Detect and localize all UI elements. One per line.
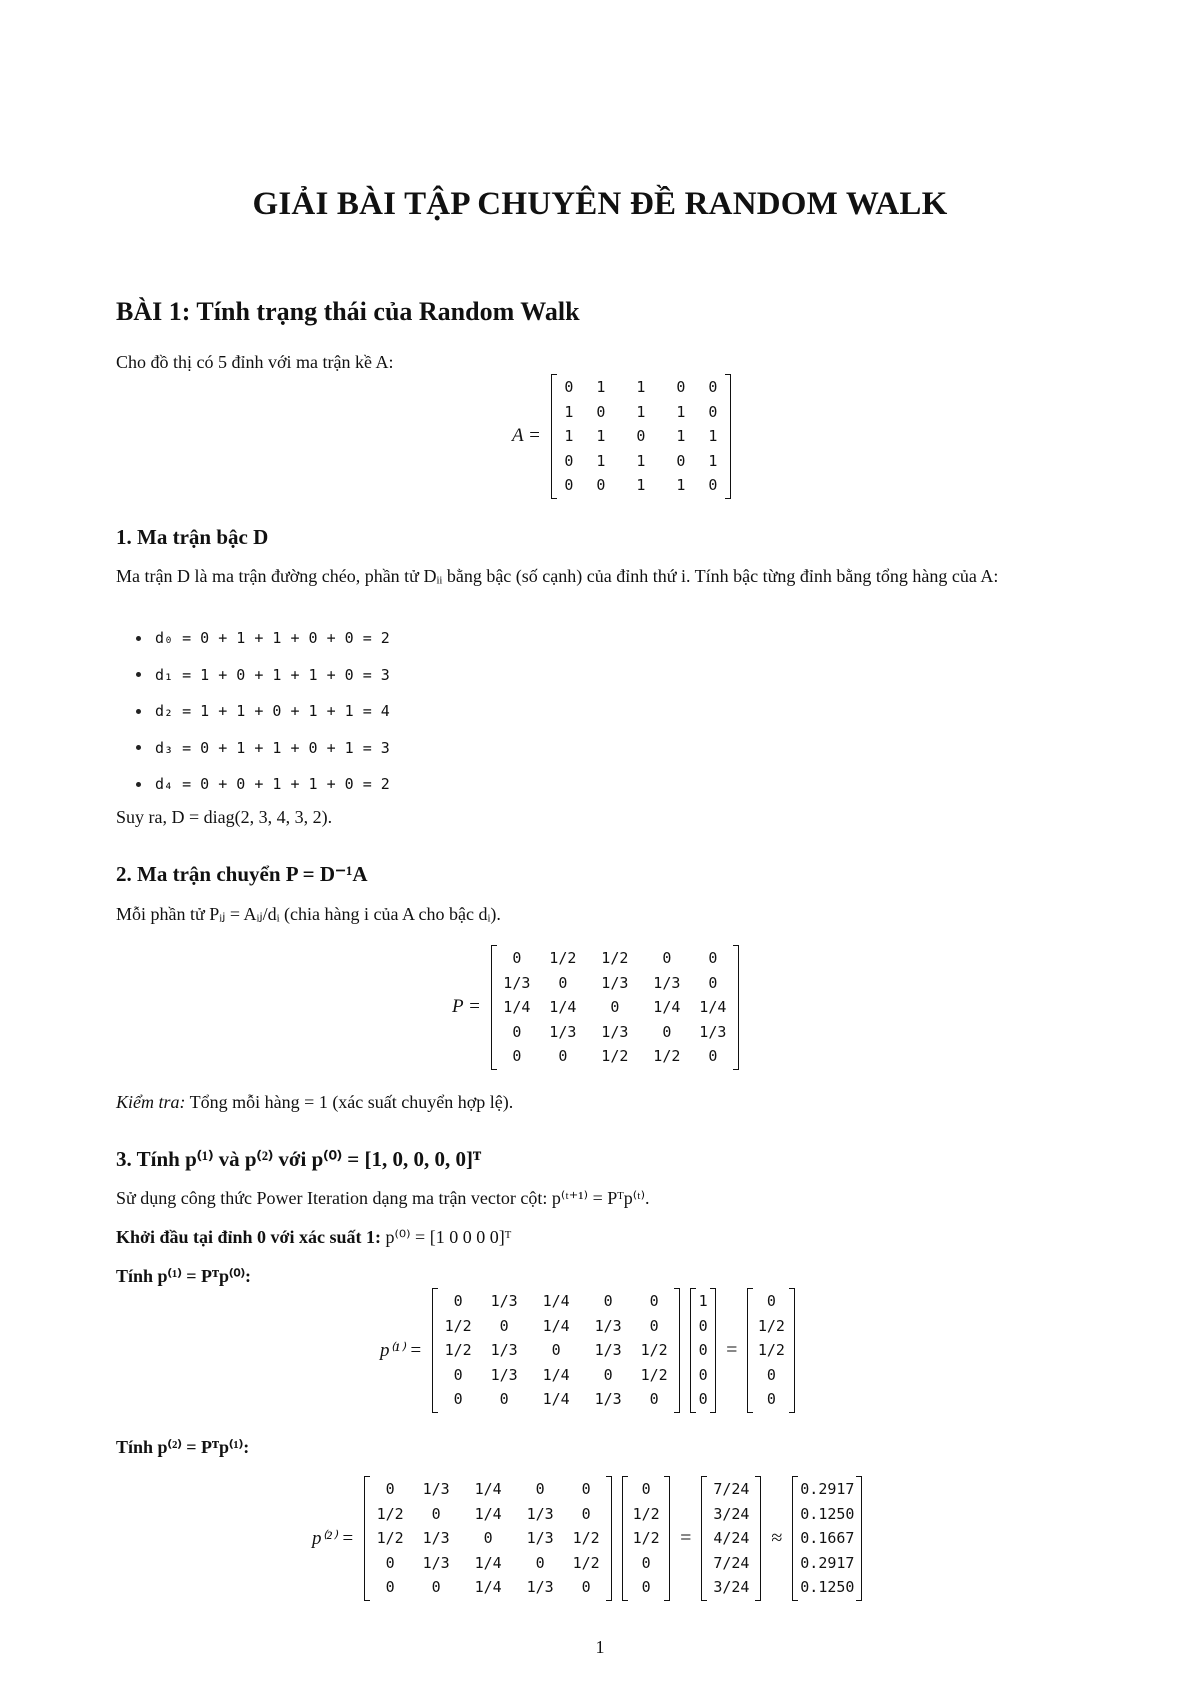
part2-heading: 2. Ma trận chuyển P = D⁻¹A [116, 862, 368, 886]
check-line [116, 1090, 1096, 1115]
matrix-cell: 0 [499, 1316, 509, 1335]
bullet-icon [136, 782, 141, 787]
matrix-cell: 0 [431, 1504, 441, 1523]
matrix-cell: 0 [535, 1553, 545, 1572]
matrix-cell: 0 [708, 476, 718, 495]
matrix-cell: 0 [512, 1047, 522, 1066]
matrix-cell: 1/3 [601, 1022, 629, 1041]
part1-conclusion: Suy ra, D = diag(2, 3, 4, 3, 2). [116, 807, 333, 827]
list-item [136, 693, 390, 730]
matrix-cell: 1/2 [640, 1341, 668, 1360]
matrix-cell: 0 [610, 998, 620, 1017]
matrix-cell: 0 [708, 402, 718, 421]
vector-cell: 3/24 [713, 1578, 750, 1597]
section-intro: Cho đồ thị có 5 đỉnh với ma trận kề A: [116, 352, 394, 372]
matrix-P-label: P = [452, 996, 481, 1018]
matrix-cell: 1/2 [572, 1553, 600, 1572]
vector-cell: 0.1250 [800, 1578, 855, 1597]
degree-formula: d₃ = 0 + 1 + 1 + 0 + 1 = 3 [155, 738, 390, 757]
vector-cell: 0 [698, 1341, 708, 1360]
matrix-cell: 1/4 [542, 1316, 570, 1335]
start-line [116, 1225, 1096, 1250]
part3-heading: 3. Tính p⁽¹⁾ và p⁽²⁾ với p⁽⁰⁾ = [1, 0, 0, 0, 0]ᵀ [116, 1147, 482, 1171]
matrix-cell: 1/3 [594, 1341, 622, 1360]
matrix-cell: 0 [385, 1553, 395, 1572]
matrix-cell: 1/2 [444, 1316, 472, 1335]
matrix-cell: 1/3 [526, 1504, 554, 1523]
matrix-cell: 1/4 [474, 1578, 502, 1597]
matrix-cell: 1 [596, 378, 606, 397]
calc1-label: Tính p⁽¹⁾ = Pᵀp⁽⁰⁾: [116, 1266, 252, 1286]
vector-cell: 4/24 [713, 1529, 750, 1548]
p1-label: p⁽¹⁾ = [380, 1339, 423, 1361]
matrix-cell: 0 [662, 1022, 672, 1041]
matrix-cell: 1/2 [376, 1529, 404, 1548]
matrix-cell: 0 [581, 1578, 591, 1597]
equals-sign: = [726, 1338, 738, 1361]
vector-cell: 0 [698, 1365, 708, 1384]
matrix-cell: 1/2 [572, 1529, 600, 1548]
p2-equation [312, 1476, 862, 1601]
matrix-cell: 0 [662, 949, 672, 968]
matrix-cell: 1/2 [640, 1365, 668, 1384]
matrix-cell: 0 [649, 1292, 659, 1311]
matrix-cell: 1/2 [601, 949, 629, 968]
matrix-cell: 1/3 [422, 1553, 450, 1572]
matrix-cell: 1 [676, 476, 686, 495]
vector-cell: 7/24 [713, 1480, 750, 1499]
vector-cell: 0 [641, 1553, 651, 1572]
degree-formula: d₂ = 1 + 1 + 0 + 1 + 1 = 4 [155, 702, 390, 721]
matrix-cell: 1/4 [474, 1504, 502, 1523]
vector-cell: 0 [698, 1316, 708, 1335]
matrix-cell: 1/3 [549, 1022, 577, 1041]
degree-formula: d₁ = 1 + 0 + 1 + 1 + 0 = 3 [155, 665, 390, 684]
matrix-cell: 0 [708, 1047, 718, 1066]
list-item [136, 620, 390, 657]
vector-p0 [690, 1288, 716, 1413]
matrix-cell: 1 [708, 427, 718, 446]
p2-label: p⁽²⁾ = [312, 1527, 355, 1549]
matrix-cell: 1/2 [444, 1341, 472, 1360]
vector-p2-decimal-table [798, 1477, 856, 1600]
vector-cell: 1/2 [632, 1504, 660, 1523]
matrix-cell: 1 [596, 451, 606, 470]
matrix-cell: 0 [558, 973, 568, 992]
matrix-cell: 0 [676, 451, 686, 470]
calc2-label: Tính p⁽²⁾ = Pᵀp⁽¹⁾: [116, 1437, 250, 1457]
matrix-cell: 0 [385, 1480, 395, 1499]
vector-cell: 0 [698, 1390, 708, 1409]
matrix-cell: 0 [708, 949, 718, 968]
matrix-cell: 0 [483, 1529, 493, 1548]
part1-heading: 1. Ma trận bậc D [116, 525, 269, 549]
vector-cell: 0 [766, 1365, 776, 1384]
matrix-cell: 0 [708, 378, 718, 397]
matrix-cell: 0 [453, 1292, 463, 1311]
matrix-cell: 1 [636, 378, 646, 397]
matrix-cell: 0 [564, 476, 574, 495]
matrix-cell: 1 [636, 451, 646, 470]
vector-cell: 1 [698, 1292, 708, 1311]
matrix-cell: 1/4 [542, 1292, 570, 1311]
degree-formula: d₄ = 0 + 0 + 1 + 1 + 0 = 2 [155, 775, 390, 794]
list-item [136, 766, 390, 803]
degree-list [136, 620, 390, 803]
matrix-PT [364, 1476, 612, 1601]
matrix-cell: 1/4 [474, 1553, 502, 1572]
matrix-P-equation [452, 945, 739, 1070]
list-item [136, 730, 390, 767]
matrix-cell: 1/2 [653, 1047, 681, 1066]
matrix-cell: 0 [453, 1390, 463, 1409]
matrix-cell: 1 [676, 427, 686, 446]
matrix-cell: 1 [564, 402, 574, 421]
vector-cell: 0 [766, 1390, 776, 1409]
vector-cell: 0 [641, 1578, 651, 1597]
vector-p2-fraction-table [707, 1477, 755, 1600]
matrix-cell: 1 [636, 402, 646, 421]
bullet-icon [136, 672, 141, 677]
matrix-A-table [557, 375, 725, 498]
matrix-cell: 1/3 [503, 973, 531, 992]
matrix-P-table [497, 946, 733, 1069]
matrix-cell: 1 [596, 427, 606, 446]
matrix-cell: 0 [431, 1578, 441, 1597]
matrix-cell: 0 [596, 476, 606, 495]
matrix-cell: 0 [603, 1292, 613, 1311]
matrix-cell: 0 [649, 1316, 659, 1335]
equals-sign: = [680, 1526, 692, 1549]
approx-sign: ≈ [771, 1526, 783, 1549]
p1-equation [380, 1288, 795, 1413]
matrix-A-label: A = [512, 425, 541, 447]
vector-cell: 0.2917 [800, 1553, 855, 1572]
matrix-cell: 1/3 [490, 1341, 518, 1360]
matrix-A [551, 374, 731, 499]
degree-formula: d₀ = 0 + 1 + 1 + 0 + 0 = 2 [155, 629, 390, 648]
matrix-cell: 1/4 [542, 1365, 570, 1384]
vector-cell: 1/2 [757, 1341, 785, 1360]
matrix-cell: 1/2 [376, 1504, 404, 1523]
part2-text: Mỗi phần tử Pᵢⱼ = Aᵢⱼ/dᵢ (chia hàng i của A cho bậc dᵢ). [116, 904, 501, 924]
matrix-cell: 0 [649, 1390, 659, 1409]
matrix-cell: 1 [564, 427, 574, 446]
matrix-A-equation [512, 374, 731, 499]
matrix-cell: 0 [385, 1578, 395, 1597]
matrix-cell: 1/3 [490, 1365, 518, 1384]
matrix-cell: 1/4 [699, 998, 727, 1017]
matrix-PT-table [370, 1477, 606, 1600]
vector-cell: 7/24 [713, 1553, 750, 1572]
vector-p1 [622, 1476, 670, 1601]
matrix-cell: 0 [453, 1365, 463, 1384]
vector-p2-fraction [701, 1476, 761, 1601]
matrix-cell: 1/3 [699, 1022, 727, 1041]
vector-cell: 0 [641, 1480, 651, 1499]
matrix-cell: 0 [551, 1341, 561, 1360]
vector-cell: 0 [766, 1292, 776, 1311]
matrix-cell: 1 [676, 402, 686, 421]
matrix-cell: 1/3 [594, 1390, 622, 1409]
matrix-cell: 1/3 [422, 1480, 450, 1499]
matrix-cell: 1/2 [601, 1047, 629, 1066]
page-number: 1 [595, 1637, 605, 1657]
matrix-cell: 0 [499, 1390, 509, 1409]
matrix-cell: 0 [636, 427, 646, 446]
section-heading: BÀI 1: Tính trạng thái của Random Walk [116, 297, 580, 326]
vector-p1 [747, 1288, 795, 1413]
matrix-cell: 1/3 [422, 1529, 450, 1548]
bullet-icon [136, 709, 141, 714]
vector-cell: 0.1250 [800, 1504, 855, 1523]
matrix-cell: 1/3 [653, 973, 681, 992]
vector-cell: 3/24 [713, 1504, 750, 1523]
matrix-cell: 0 [564, 451, 574, 470]
vector-cell: 1/2 [757, 1316, 785, 1335]
matrix-cell: 0 [708, 973, 718, 992]
check-text: Tổng mỗi hàng = 1 (xác suất chuyển hợp lệ). [185, 1092, 514, 1112]
start-label: Khởi đầu tại đỉnh 0 với xác suất 1: [116, 1227, 386, 1247]
matrix-cell: 0 [581, 1504, 591, 1523]
matrix-cell: 1 [708, 451, 718, 470]
vector-cell: 0.1667 [800, 1529, 855, 1548]
matrix-cell: 0 [596, 402, 606, 421]
matrix-cell: 1/3 [594, 1316, 622, 1335]
matrix-cell: 1 [636, 476, 646, 495]
matrix-cell: 1/2 [549, 949, 577, 968]
start-math: p⁽⁰⁾ = [1 0 0 0 0]ᵀ [385, 1227, 512, 1247]
matrix-cell: 1/4 [542, 1390, 570, 1409]
part1-text: Ma trận D là ma trận đường chéo, phần tử Dᵢᵢ bằng bậc (số cạnh) của đỉnh thứ i. Tính bậc từng đỉnh bằng tổng hàng của A: [116, 566, 999, 586]
matrix-PT [432, 1288, 680, 1413]
matrix-cell: 1/4 [653, 998, 681, 1017]
matrix-cell: 0 [512, 949, 522, 968]
matrix-cell: 1/3 [490, 1292, 518, 1311]
vector-p0-table [696, 1289, 710, 1412]
matrix-cell: 0 [564, 378, 574, 397]
matrix-cell: 1/3 [526, 1578, 554, 1597]
matrix-cell: 1/3 [601, 973, 629, 992]
vector-cell: 0.2917 [800, 1480, 855, 1499]
matrix-cell: 1/3 [526, 1529, 554, 1548]
part3-text: Sử dụng công thức Power Iteration dạng ma trận vector cột: p⁽ᵗ⁺¹⁾ = Pᵀp⁽ᵗ⁾. [116, 1188, 650, 1208]
matrix-cell: 0 [581, 1480, 591, 1499]
matrix-cell: 0 [558, 1047, 568, 1066]
matrix-cell: 0 [676, 378, 686, 397]
list-item [136, 657, 390, 694]
vector-p1-table [628, 1477, 664, 1600]
document-title: GIẢI BÀI TẬP CHUYÊN ĐỀ RANDOM WALK [252, 186, 948, 222]
vector-p1-table [753, 1289, 789, 1412]
matrix-PT-table [438, 1289, 674, 1412]
vector-p2-decimal [792, 1476, 862, 1601]
vector-cell: 1/2 [632, 1529, 660, 1548]
matrix-cell: 0 [535, 1480, 545, 1499]
matrix-cell: 0 [512, 1022, 522, 1041]
bullet-icon [136, 636, 141, 641]
matrix-cell: 1/4 [503, 998, 531, 1017]
check-label: Kiểm tra: [116, 1092, 186, 1112]
matrix-cell: 0 [603, 1365, 613, 1384]
bullet-icon [136, 745, 141, 750]
matrix-cell: 1/4 [474, 1480, 502, 1499]
matrix-P [491, 945, 739, 1070]
matrix-cell: 1/4 [549, 998, 577, 1017]
